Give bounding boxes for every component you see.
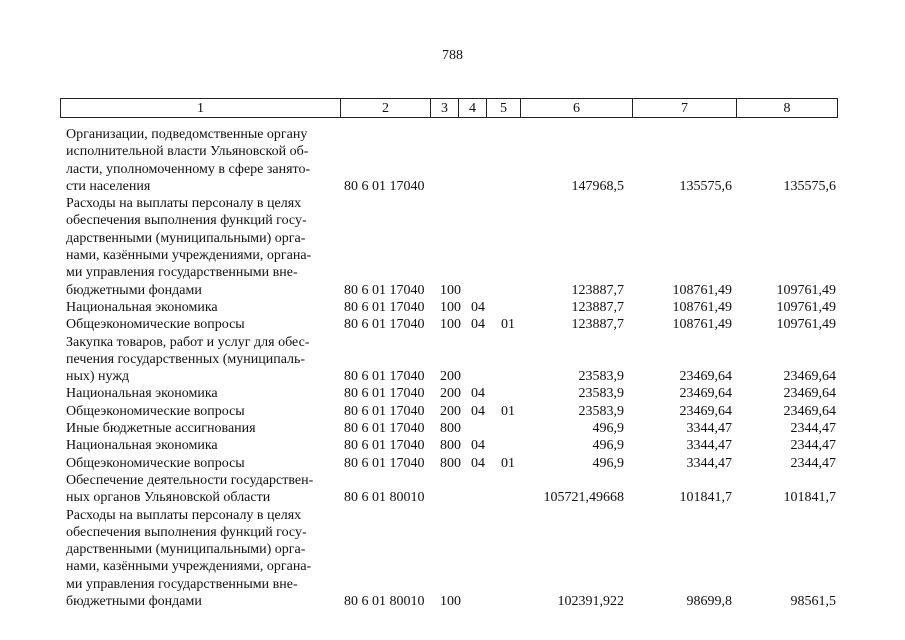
column-header-6: 6 <box>520 98 632 118</box>
row-code: 80 6 01 17040 <box>344 178 425 194</box>
row-value-col7: 3344,47 <box>686 438 732 454</box>
row-value-col8: 23469,64 <box>783 369 836 385</box>
row-value-col6: 147968,5 <box>571 178 624 194</box>
row-value-col7: 108761,49 <box>672 317 732 333</box>
table-row <box>0 455 905 472</box>
row-code: 80 6 01 17040 <box>344 455 425 471</box>
description-line: бюджетными фондами <box>66 282 202 298</box>
column-header-8: 8 <box>736 98 838 118</box>
row-value-col6: 23583,9 <box>578 403 624 419</box>
row-section: 04 <box>471 403 485 419</box>
table-row <box>0 437 905 454</box>
row-subsection: 01 <box>501 317 515 333</box>
description-line: дарственными (муниципальными) орга- <box>66 230 306 246</box>
table-row <box>0 316 905 333</box>
row-code: 80 6 01 17040 <box>344 438 425 454</box>
row-value-col8: 101841,7 <box>783 490 836 506</box>
row-value-col8: 2344,47 <box>790 455 836 471</box>
row-value-col6: 23583,9 <box>578 369 624 385</box>
table-row <box>0 195 905 299</box>
description-line: ми управления государственными вне- <box>66 265 298 281</box>
row-value-col7: 135575,6 <box>679 178 732 194</box>
row-code: 80 6 01 17040 <box>344 403 425 419</box>
row-value-col6: 123887,7 <box>571 282 624 298</box>
column-header-7: 7 <box>632 98 736 118</box>
row-code: 80 6 01 80010 <box>344 490 425 506</box>
table-row <box>0 507 905 611</box>
row-subsection: 01 <box>501 455 515 471</box>
row-expense-type: 800 <box>440 421 461 437</box>
row-value-col6: 496,9 <box>592 455 624 471</box>
description-line: Общеэкономические вопросы <box>66 455 245 471</box>
table-row <box>0 299 905 316</box>
description-line: обеспечения выполнения функций госу- <box>66 524 307 540</box>
description-line: ных органов Ульяновской области <box>66 490 271 506</box>
row-subsection: 01 <box>501 403 515 419</box>
row-value-col7: 108761,49 <box>672 299 732 315</box>
row-value-col7: 3344,47 <box>686 455 732 471</box>
row-value-col8: 23469,64 <box>783 386 836 402</box>
table-row <box>0 126 905 195</box>
description-line: Обеспечение деятельности государствен- <box>66 472 314 488</box>
column-header-5: 5 <box>486 98 520 118</box>
description-line: Национальная экономика <box>66 438 218 454</box>
row-value-col8: 109761,49 <box>776 282 836 298</box>
row-code: 80 6 01 17040 <box>344 317 425 333</box>
row-value-col8: 109761,49 <box>776 299 836 315</box>
row-section: 04 <box>471 299 485 315</box>
table-row <box>0 420 905 437</box>
description-line: Общеэкономические вопросы <box>66 317 245 333</box>
column-header-1: 1 <box>60 98 340 118</box>
row-value-col7: 23469,64 <box>679 403 732 419</box>
description-line: Закупка товаров, работ и услуг для обес- <box>66 334 310 350</box>
row-description <box>66 455 338 472</box>
table-body <box>0 126 905 610</box>
row-description <box>66 437 338 454</box>
description-line: Расходы на выплаты персоналу в целях <box>66 196 302 212</box>
row-value-col8: 109761,49 <box>776 317 836 333</box>
description-line: Национальная экономика <box>66 299 218 315</box>
row-code: 80 6 01 17040 <box>344 369 425 385</box>
table-row <box>0 472 905 507</box>
table-row <box>0 403 905 420</box>
row-value-col8: 98561,5 <box>790 594 836 610</box>
description-line: нами, казёнными учреждениями, органа- <box>66 559 312 575</box>
row-value-col7: 23469,64 <box>679 369 732 385</box>
row-code: 80 6 01 17040 <box>344 282 425 298</box>
table-header <box>60 98 838 118</box>
row-value-col6: 496,9 <box>592 421 624 437</box>
row-description <box>66 507 338 611</box>
description-line: Расходы на выплаты персоналу в целях <box>66 507 302 523</box>
description-line: Общеэкономические вопросы <box>66 403 245 419</box>
row-expense-type: 800 <box>440 455 461 471</box>
description-line: Иные бюджетные ассигнования <box>66 421 256 437</box>
row-description <box>66 195 338 299</box>
row-description <box>66 334 338 386</box>
row-code: 80 6 01 17040 <box>344 421 425 437</box>
description-line: ласти, уполномоченному в сфере занято- <box>66 161 311 177</box>
description-line: печения государственных (муниципаль- <box>66 351 306 367</box>
row-section: 04 <box>471 386 485 402</box>
row-value-col7: 101841,7 <box>679 490 732 506</box>
column-header-4: 4 <box>458 98 486 118</box>
row-expense-type: 100 <box>440 299 461 315</box>
row-expense-type: 800 <box>440 438 461 454</box>
description-line: ми управления государственными вне- <box>66 576 298 592</box>
row-value-col7: 98699,8 <box>686 594 732 610</box>
description-line: ных) нужд <box>66 369 130 385</box>
table-row <box>0 334 905 386</box>
row-code: 80 6 01 17040 <box>344 299 425 315</box>
row-description <box>66 420 338 437</box>
row-value-col8: 23469,64 <box>783 403 836 419</box>
row-description <box>66 472 338 507</box>
description-line: обеспечения выполнения функций госу- <box>66 213 307 229</box>
row-value-col7: 108761,49 <box>672 282 732 298</box>
row-description <box>66 385 338 402</box>
description-line: сти населения <box>66 178 151 194</box>
row-code: 80 6 01 80010 <box>344 594 425 610</box>
row-expense-type: 200 <box>440 403 461 419</box>
row-value-col8: 2344,47 <box>790 438 836 454</box>
row-expense-type: 200 <box>440 369 461 385</box>
row-description <box>66 316 338 333</box>
description-line: Организации, подведомственные органу <box>66 127 308 142</box>
row-expense-type: 100 <box>440 282 461 298</box>
row-value-col6: 123887,7 <box>571 299 624 315</box>
row-section: 04 <box>471 438 485 454</box>
row-expense-type: 100 <box>440 317 461 333</box>
row-value-col6: 102391,922 <box>557 594 624 610</box>
row-value-col6: 105721,49668 <box>543 490 624 506</box>
row-value-col7: 3344,47 <box>686 421 732 437</box>
row-value-col8: 2344,47 <box>790 421 836 437</box>
row-value-col8: 135575,6 <box>783 178 836 194</box>
row-expense-type: 100 <box>440 594 461 610</box>
description-line: Национальная экономика <box>66 386 218 402</box>
description-line: бюджетными фондами <box>66 594 202 610</box>
description-line: нами, казёнными учреждениями, органа- <box>66 248 312 264</box>
table-row <box>0 385 905 402</box>
column-header-2: 2 <box>340 98 430 118</box>
row-description <box>66 126 338 195</box>
row-code: 80 6 01 17040 <box>344 386 425 402</box>
row-value-col6: 123887,7 <box>571 317 624 333</box>
description-line: дарственными (муниципальными) орга- <box>66 542 306 558</box>
row-value-col7: 23469,64 <box>679 386 732 402</box>
row-value-col6: 23583,9 <box>578 386 624 402</box>
row-section: 04 <box>471 317 485 333</box>
row-description <box>66 299 338 316</box>
column-header-3: 3 <box>430 98 458 118</box>
row-value-col6: 496,9 <box>592 438 624 454</box>
page-number: 788 <box>442 48 463 63</box>
row-description <box>66 403 338 420</box>
row-section: 04 <box>471 455 485 471</box>
row-expense-type: 200 <box>440 386 461 402</box>
description-line: исполнительной власти Ульяновской об- <box>66 144 309 160</box>
